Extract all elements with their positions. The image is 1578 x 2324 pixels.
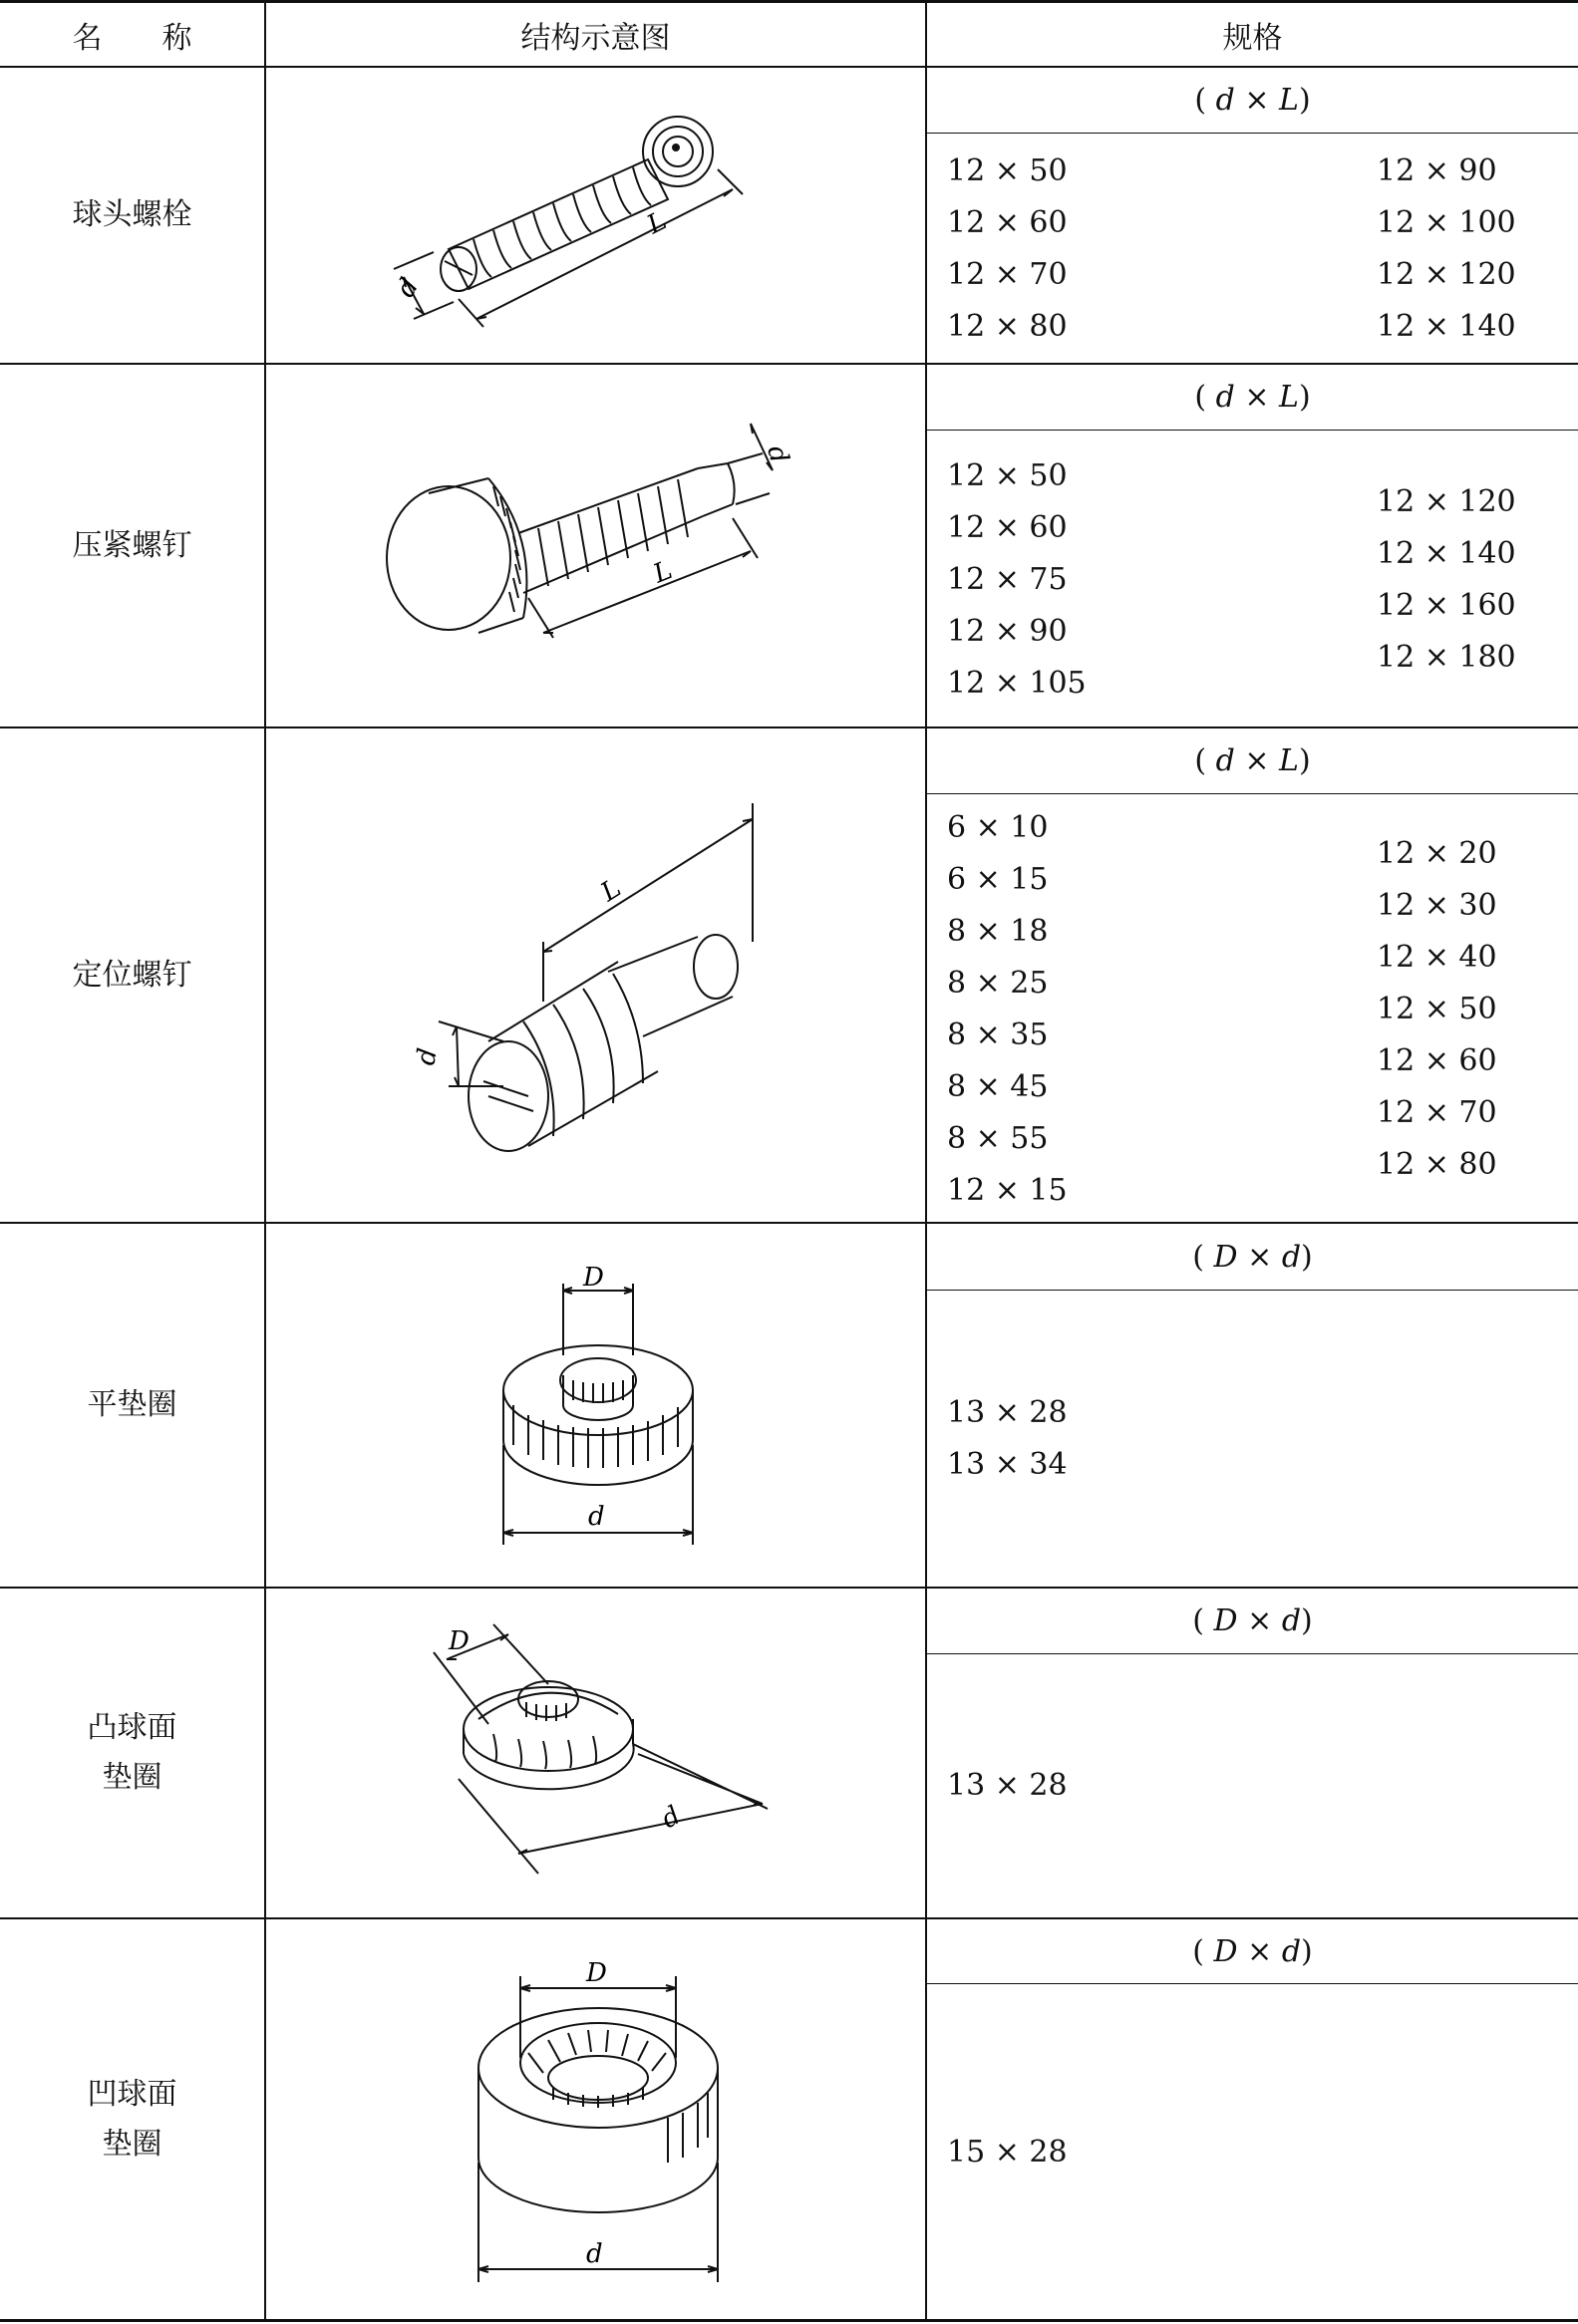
paren: (	[1192, 1603, 1204, 1638]
spec-item: 12 × 140	[1377, 536, 1516, 571]
paren: )	[1301, 1603, 1313, 1638]
spec-divider	[926, 1983, 1578, 1984]
spec-item: 12 × 75	[947, 562, 1068, 597]
paren: (	[1192, 1933, 1204, 1969]
spec-item: 12 × 30	[1377, 888, 1497, 923]
spec-item: 13 × 34	[947, 1447, 1068, 1482]
var: d	[1281, 1239, 1302, 1275]
paren: )	[1298, 83, 1311, 118]
spec-list-right	[1377, 476, 1516, 684]
spec-list-left	[947, 802, 1068, 1217]
spec-divider	[926, 793, 1578, 794]
spec-item: 8 × 18	[947, 914, 1049, 949]
paren: (	[1194, 380, 1207, 415]
row-name	[0, 1224, 264, 1587]
var: D	[1213, 1933, 1238, 1969]
dim-label-d-outer: D	[449, 1626, 470, 1656]
spec-item: 12 × 120	[1377, 257, 1516, 292]
dim-label-d-inner: d	[656, 1800, 686, 1836]
row-name-line: 球头螺栓	[72, 197, 192, 232]
spec-item: 12 × 50	[1377, 992, 1497, 1026]
spec-item: 12 × 140	[1377, 309, 1516, 344]
spec-item: 12 × 60	[1377, 1043, 1497, 1078]
spec-list-left	[947, 1387, 1068, 1491]
row-name	[0, 365, 264, 726]
var: d	[1215, 380, 1235, 415]
dim-label-d-inner: d	[586, 2239, 603, 2269]
dim-label-d-outer: D	[583, 1263, 604, 1293]
spec-item: 12 × 100	[1377, 205, 1516, 240]
spec-formula	[927, 1919, 1578, 1983]
spec-item: 8 × 25	[947, 966, 1049, 1001]
var: D	[1213, 1603, 1238, 1638]
spec-item: 12 × 60	[947, 205, 1068, 240]
spec-item: 12 × 70	[1377, 1095, 1497, 1130]
row-name-line: 凸球面	[87, 1710, 177, 1745]
row-name	[0, 728, 264, 1222]
dim-label-d: d	[391, 273, 426, 303]
spec-item: 6 × 15	[947, 862, 1049, 897]
spec-item: 13 × 28	[947, 1768, 1068, 1803]
dim-label-l: L	[642, 205, 672, 241]
spec-item: 12 × 180	[1377, 640, 1516, 675]
col-divider	[264, 0, 266, 2322]
spec-item: 12 × 50	[947, 153, 1068, 188]
row-name-line: 定位螺钉	[72, 957, 192, 993]
clamping-screw-diagram	[369, 409, 827, 688]
row-name-line: 平垫圈	[87, 1387, 177, 1422]
dim-label-l: L	[595, 873, 627, 908]
paren: )	[1298, 743, 1311, 778]
paren: (	[1194, 83, 1207, 118]
spec-item: 12 × 70	[947, 257, 1068, 292]
spec-item: 12 × 50	[947, 458, 1068, 493]
dim-label-d-outer: D	[586, 1958, 607, 1988]
spec-formula	[927, 728, 1578, 793]
spec-list-left	[947, 1760, 1068, 1812]
row-name-line: 垫圈	[102, 2126, 162, 2162]
row-name-line: 垫圈	[102, 1760, 162, 1795]
row-name	[0, 1589, 264, 1917]
spec-item: 6 × 10	[947, 810, 1049, 845]
spec-item: 12 × 120	[1377, 484, 1516, 519]
spec-list-left	[947, 145, 1068, 353]
paren: )	[1301, 1933, 1313, 1969]
spec-item: 12 × 160	[1377, 588, 1516, 623]
spec-item: 12 × 80	[1377, 1147, 1497, 1182]
row-name-line: 压紧螺钉	[72, 527, 192, 563]
times: ×	[1244, 380, 1270, 415]
concave-spherical-washer-diagram	[469, 1948, 728, 2287]
spec-item: 12 × 20	[1377, 836, 1497, 871]
spec-formula	[927, 365, 1578, 430]
times: ×	[1247, 1933, 1273, 1969]
times: ×	[1247, 1239, 1273, 1275]
spec-item: 13 × 28	[947, 1395, 1068, 1430]
spec-formula	[927, 68, 1578, 133]
spec-formula	[927, 1224, 1578, 1290]
var: d	[1215, 83, 1235, 118]
var: d	[1281, 1603, 1302, 1638]
spec-item: 8 × 55	[947, 1121, 1049, 1156]
spec-list-right	[1377, 145, 1516, 353]
header-name: 名 称	[72, 20, 192, 56]
paren: )	[1298, 380, 1311, 415]
paren: (	[1194, 743, 1207, 778]
spec-item: 8 × 45	[947, 1069, 1049, 1104]
row-name	[0, 1919, 264, 2319]
times: ×	[1244, 83, 1270, 118]
spec-item: 12 × 60	[947, 510, 1068, 545]
spec-item: 12 × 105	[947, 666, 1087, 701]
times: ×	[1244, 743, 1270, 778]
spec-item: 12 × 15	[947, 1173, 1068, 1208]
var: L	[1279, 83, 1299, 118]
spec-item: 12 × 40	[1377, 940, 1497, 975]
spec-list-left	[947, 450, 1087, 710]
var: d	[1281, 1933, 1302, 1969]
var: L	[1279, 743, 1299, 778]
convex-spherical-washer-diagram	[419, 1604, 778, 1893]
header-spec: 规格	[1222, 20, 1283, 56]
table-bottom-border	[0, 2319, 1578, 2322]
spec-divider	[926, 430, 1578, 431]
spec-divider	[926, 1653, 1578, 1654]
paren: )	[1301, 1239, 1313, 1275]
spec-item: 12 × 90	[947, 614, 1068, 649]
spec-divider	[926, 133, 1578, 134]
dim-label-d-inner: d	[588, 1502, 605, 1532]
dim-label-d: d	[411, 1045, 444, 1068]
spec-item: 8 × 35	[947, 1017, 1049, 1052]
times: ×	[1247, 1603, 1273, 1638]
spec-item: 12 × 80	[947, 309, 1068, 344]
spec-divider	[926, 1290, 1578, 1291]
row-name	[0, 68, 264, 363]
spec-list-right	[1377, 828, 1497, 1191]
flat-washer-diagram	[488, 1256, 708, 1555]
paren: (	[1192, 1239, 1204, 1275]
var: L	[1279, 380, 1299, 415]
locating-screw-diagram	[411, 797, 778, 1166]
spec-formula	[927, 1589, 1578, 1653]
spec-list-left	[947, 2127, 1068, 2179]
dim-label-d: d	[761, 442, 794, 466]
var: D	[1213, 1239, 1238, 1275]
dim-label-l: L	[649, 555, 677, 590]
spec-item: 12 × 90	[1377, 153, 1497, 188]
spec-item: 15 × 28	[947, 2135, 1068, 2170]
row-name-line: 凹球面	[87, 2076, 177, 2112]
header-diagram: 结构示意图	[520, 20, 671, 56]
ball-head-bolt-diagram	[379, 90, 817, 349]
var: d	[1215, 743, 1235, 778]
